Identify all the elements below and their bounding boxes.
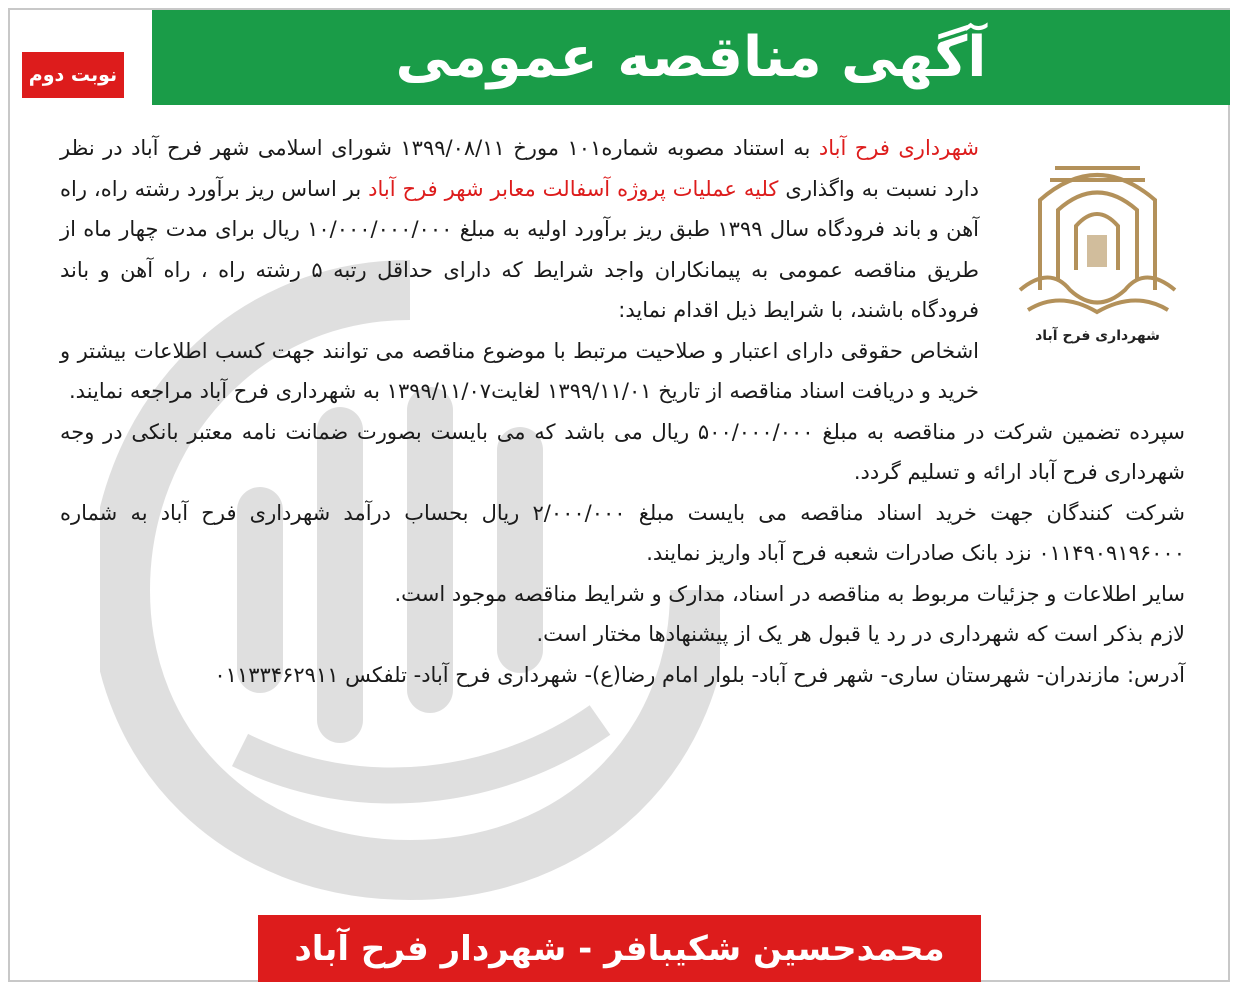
page-title [152, 10, 1230, 105]
signature-bar [258, 915, 981, 982]
condition-paragraph: سایر اطلاعات و جزئیات مربوط به مناقصه در اسناد، مدارک و شرایط مناقصه موجود است. [394, 581, 1185, 606]
intro-municipality: شهرداری فرح آباد [818, 136, 979, 160]
address-paragraph: آدرس: مازندران- شهرستان ساری- شهر فرح آباد- بلوار امام رضا(ع)- شهرداری فرح آباد- تلفکس ۰۱۱۳۳۴۶۲۹۱۱ [214, 662, 1185, 687]
edition-badge [22, 52, 124, 98]
intro-text: به استناد مصوبه شماره۱۰۱ مورخ ۱۳۹۹/۰۸/۱۱ شورای اسلامی شهر فرح آباد در نظر دارد نسبت به واگذاری [60, 136, 979, 201]
signature-text: محمدحسین شکیبافر - شهردار فرح آباد [294, 928, 945, 969]
notice-body [60, 128, 1185, 695]
edition-badge-text: نوبت دوم [28, 64, 118, 86]
condition-paragraph: اشخاص حقوقی دارای اعتبار و صلاحیت مرتبط با موضوع مناقصه می توانند جهت کسب اطلاعات بیشتر و خرید و دریافت اسناد مناقصه از تاریخ ۱۳۹۹/۱۱/۰۱ لغایت۱۳۹۹/۱۱/۰۷ به شهرداری فرح آباد مراجعه نمایند. [60, 338, 979, 403]
page-title-text: آگهی مناقصه عمومی [395, 25, 987, 90]
condition-paragraph: لازم بذکر است که شهرداری در رد یا قبول هر یک از پیشنهادها مختار است. [536, 622, 1185, 646]
condition-paragraph: شرکت کنندگان جهت خرید اسناد مناقصه می بایست مبلغ ۲/۰۰۰/۰۰۰ ریال بحساب درآمد شهرداری فرح آباد به شماره ۰۱۱۴۹۰۹۱۹۶۰۰۰ نزد بانک صادرات شعبه فرح آباد واریز نمایند. [60, 500, 1185, 565]
intro-tail: بر اساس ریز برآورد رشته راه، راه آهن و باند فرودگاه سال ۱۳۹۹ طبق ریز برآورد اولیه به مبلغ ۱۰/۰۰۰/۰۰۰/۰۰۰ ریال برای مدت چهار ماه از طریق مناقصه عمومی به پیمانکاران واجد شرایط که دارای حداقل رتبه ۵ رشته راه ، راه آهن و باند فرودگاه باشند، با شرایط ذیل اقدام نماید: [60, 176, 980, 322]
condition-paragraph: سپرده تضمین شرکت در مناقصه به مبلغ ۵۰۰/۰۰۰/۰۰۰ ریال می باشد که می بایست بصورت ضمانت نامه معتبر بانکی در وجه شهرداری فرح آباد ارائه و تسلیم گردد. [60, 419, 1185, 484]
intro-project: کلیه عملیات پروژه آسفالت معابر شهر فرح آباد [368, 176, 779, 201]
logo-caption: شهرداری فرح آباد [1035, 328, 1160, 344]
